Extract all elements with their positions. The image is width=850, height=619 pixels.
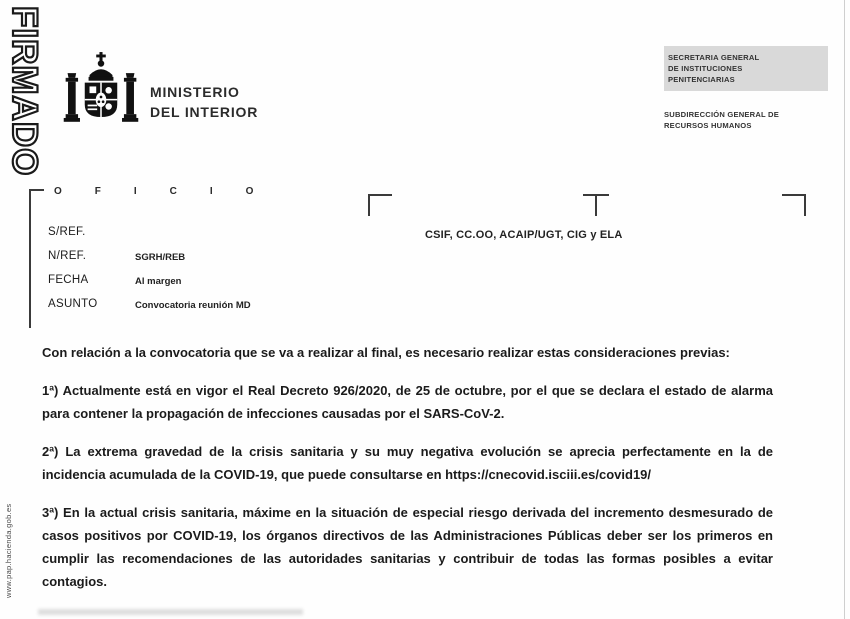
crop-mark-right-vertical xyxy=(804,194,806,216)
crop-mark-center-vertical xyxy=(595,194,597,216)
sub-org-line1: SUBDIRECCIÓN GENERAL DE xyxy=(664,110,780,119)
crop-mark-left-horizontal xyxy=(368,194,392,196)
org-box xyxy=(664,46,828,91)
paragraph-1: 1ª) Actualmente está en vigor el Real Decreto 926/2020, de 25 de octubre, por el que se declara el estado de alarma para contener la propagación de infecciones causadas por el SARS-CoV-2. xyxy=(42,383,773,421)
sub-org-line2: RECURSOS HUMANOS xyxy=(664,121,752,130)
ministry-name xyxy=(150,82,258,122)
ministry-line2: DEL INTERIOR xyxy=(150,104,259,120)
org-box-line3: PENITENCIARIAS xyxy=(668,75,735,84)
paragraph-3: 3ª) En la actual crisis sanitaria, máxime en la situación de especial riesgo derivada del incremento desmesurado de casos positivos por COVID-19, los órganos directivos de las Administraciones Públicas deber ser los primeros en cumplir las recomendaciones de las autoridades sanitarias y contribuir de todas las formas posibles a evitar contagios. xyxy=(42,505,773,589)
recipient-line: CSIF, CC.OO, ACAIP/UGT, CIG y ELA xyxy=(425,229,623,241)
paragraph-intro: Con relación a la convocatoria que se va a realizar al final, es necesario realizar estas consideraciones previas: xyxy=(42,345,730,360)
field-label-fecha: FECHA xyxy=(48,274,89,286)
margin-url: www.pap.hacienda.gob.es xyxy=(4,503,13,598)
field-row-sref xyxy=(48,226,251,250)
crop-mark-right-horizontal xyxy=(782,194,806,196)
org-box-line1: SECRETARIA GENERAL xyxy=(668,53,760,62)
field-row-nref xyxy=(48,250,251,274)
crop-mark-left-vertical xyxy=(368,194,370,216)
oficio-bracket-horizontal xyxy=(29,189,44,191)
page-right-border xyxy=(844,0,845,619)
field-row-fecha xyxy=(48,274,251,298)
paragraph-2: 2ª) La extrema gravedad de la crisis sanitaria y su muy negativa evolución se aprecia perfectamente en la de incidencia acumulada de la COVID-19, que puede consultarse en https://cnecovid.isciii.es/covid19/ xyxy=(42,444,773,482)
oficio-bracket-vertical xyxy=(29,189,31,328)
oficio-title: OFICIO xyxy=(54,186,287,197)
letter-body xyxy=(42,341,773,608)
field-label-asunto: ASUNTO xyxy=(48,298,98,310)
scan-cutoff-smudge xyxy=(38,609,303,615)
sub-org xyxy=(664,109,834,131)
org-box-line2: DE INSTITUCIONES xyxy=(668,64,743,73)
reference-fields xyxy=(48,226,251,322)
field-value-asunto: Convocatoria reunión MD xyxy=(135,300,251,311)
field-value-fecha: Al margen xyxy=(135,276,182,287)
field-row-asunto xyxy=(48,298,251,322)
field-label-sref: S/REF. xyxy=(48,226,86,238)
field-value-nref: SGRH/REB xyxy=(135,252,186,263)
field-label-nref: N/REF. xyxy=(48,250,87,262)
spain-coat-of-arms-icon xyxy=(58,50,144,142)
firmado-watermark: FIRMADO xyxy=(5,6,44,177)
ministry-line1: MINISTERIO xyxy=(150,84,240,100)
